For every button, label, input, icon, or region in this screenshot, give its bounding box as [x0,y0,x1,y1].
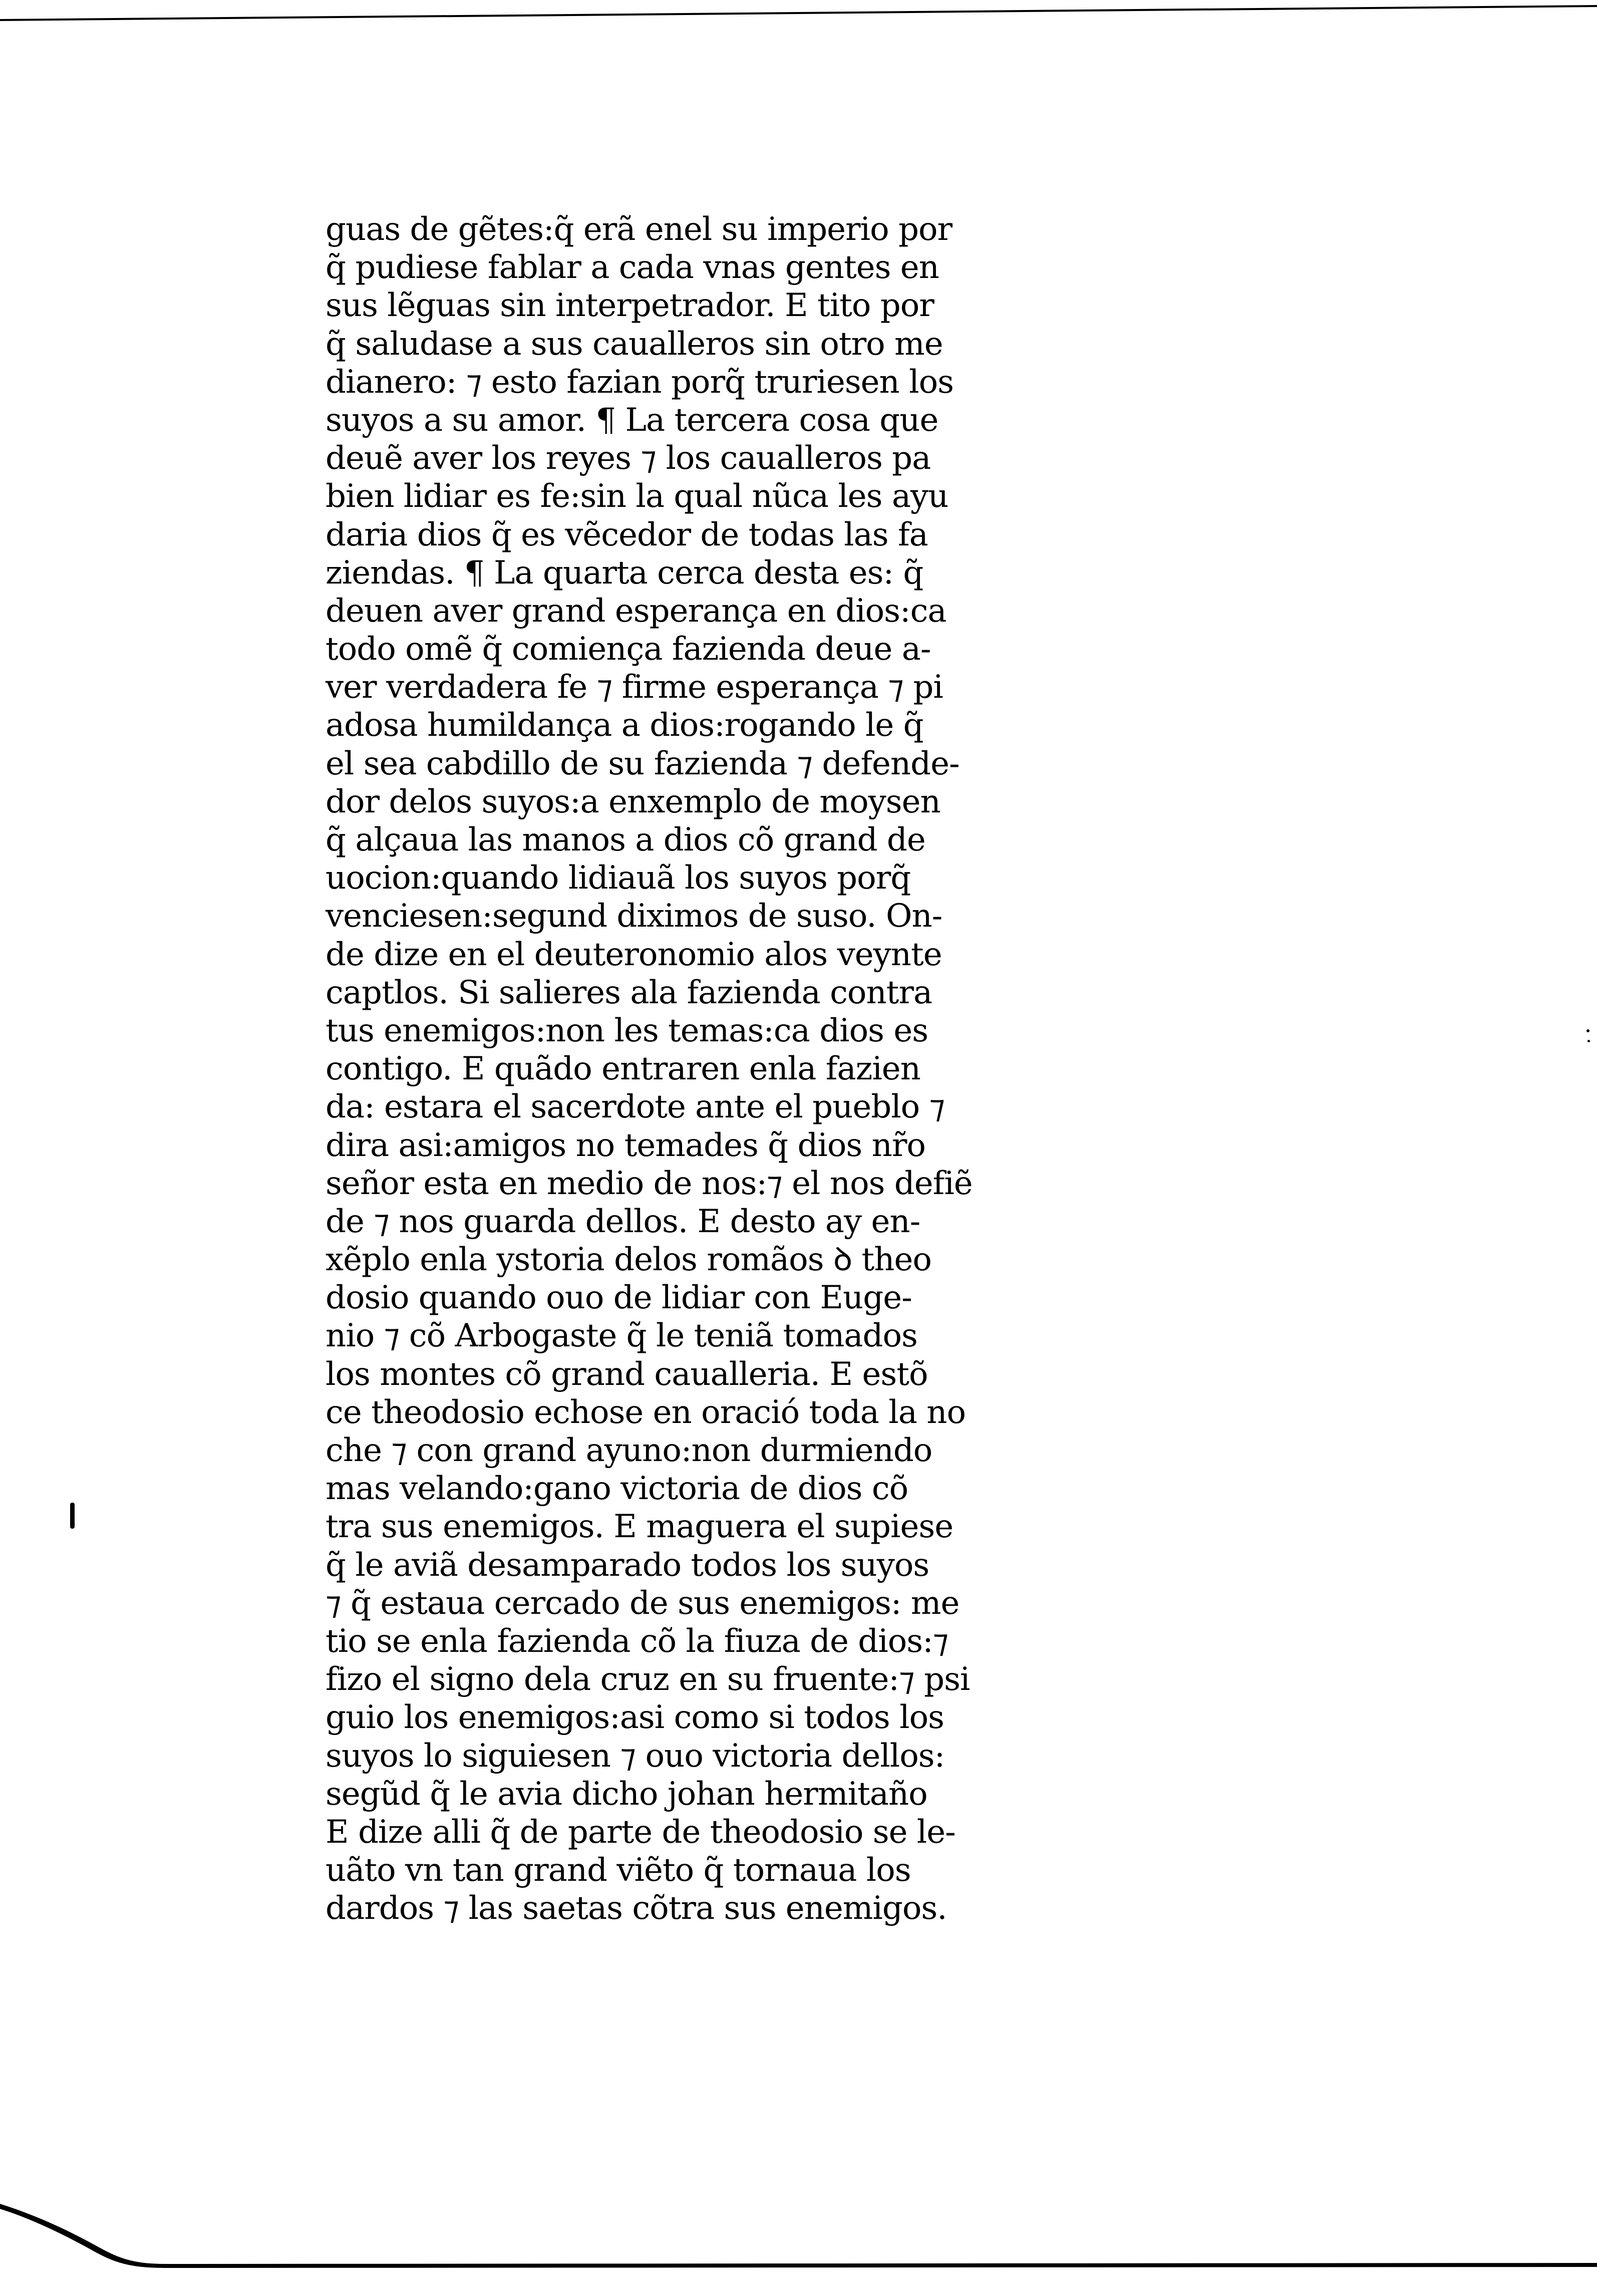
text-line: q̃ le aviã desamparado todos los suyos [326,1546,929,1584]
text-line: suyos lo siguiesen ⁊ ouo victoria dellos: [326,1737,945,1775]
text-line: de ⁊ nos guarda dellos. E desto ay en- [326,1203,920,1240]
text-line: dosio quando ouo de lidiar con Euge- [326,1279,912,1317]
bottom-page-edge [0,2189,1597,2296]
text-line: q̃ pudiese fablar a cada vnas gentes en [326,249,939,286]
text-line: guas de gẽtes:q̃ erã enel su imperio por [326,211,952,248]
text-line: guio los enemigos:asi como si todos los [326,1699,944,1737]
text-line: adosa humildança a dios:rogando le q̃ [326,707,923,744]
text-line: ⁊ q̃ estaua cercado de sus enemigos: me [326,1584,960,1622]
text-line: q̃ saludase a sus caualleros sin otro me [326,325,943,363]
text-line: deuẽ aver los reyes ⁊ los caualleros pa [326,440,931,477]
text-line: bien lidiar es fe:sin la qual nũca les ayu [326,478,948,515]
text-line: contigo. E quãdo entraren enla fazien [326,1050,920,1088]
text-line: daria dios q̃ es vẽcedor de todas las fa [326,516,928,553]
text-line: xẽplo enla ystoria delos romãos ꝺ theo [326,1241,931,1279]
text-line: ce theodosio echose en oració toda la no [326,1393,966,1431]
text-line: todo omẽ q̃ comiença fazienda deue a- [326,631,931,668]
text-line: tus enemigos:non les temas:ca dios es [326,1012,928,1049]
text-line: dira asi:amigos no temades q̃ dios nr̃o [326,1126,925,1164]
text-line: dianero: ⁊ esto fazian porq̃ truriesen los [326,363,953,401]
text-line: de dize en el deuteronomio alos veynte [326,936,942,973]
text-line: mas velando:gano victoria de dios cõ [326,1470,908,1508]
margin-speck [1586,1029,1589,1032]
text-line: E dize alli q̃ de parte de theodosio se le- [326,1813,955,1851]
margin-speck [1587,1040,1590,1042]
text-line: che ⁊ con grand ayuno:non durmiendo [326,1432,932,1469]
text-line: venciesen:segund diximos de suso. On- [326,898,942,935]
top-page-edge [0,0,1597,30]
text-line: dor delos suyos:a enxemplo de moysen [326,783,940,820]
text-line: dardos ⁊ las saetas cõtra sus enemigos. [326,1890,947,1927]
text-line: deuen aver grand esperança en dios:ca [326,592,946,630]
text-line: ver verdadera fe ⁊ firme esperança ⁊ pi [326,669,943,706]
text-line: el sea cabdillo de su fazienda ⁊ defende- [326,745,960,782]
text-line: da: estara el sacerdote ante el pueblo ⁊ [326,1088,945,1126]
margin-speck [70,1503,75,1529]
text-line: tra sus enemigos. E maguera el supiese [326,1508,953,1546]
text-line: nio ⁊ cõ Arbogaste q̃ le teniã tomados [326,1317,917,1355]
text-line: segũd q̃ le avia dicho johan hermitaño [326,1775,927,1813]
text-line: sus lẽguas sin interpetrador. E tito por [326,287,934,325]
text-line: los montes cõ grand caualleria. E estõ [326,1355,928,1393]
text-line: uocion:quando lidiauã los suyos porq̃ [326,859,911,897]
text-line: q̃ alçaua las manos a dios cõ grand de [326,821,925,858]
text-line: captlos. Si salieres ala fazienda contra [326,974,932,1011]
text-line: fizo el signo dela cruz en su fruente:⁊ psi [326,1661,970,1698]
text-line: ziendas. ¶ La quarta cerca desta es: q̃ [326,554,923,592]
text-line: señor esta en medio de nos:⁊ el nos defiẽ [326,1165,973,1202]
text-line: suyos a su amor. ¶ La tercera cosa que [326,401,938,439]
text-column [326,210,973,1927]
text-line: uãto vn tan grand viẽto q̃ tornaua los [326,1852,911,1889]
text-line: tio se enla fazienda cõ la fiuza de dios:⁊ [326,1622,948,1660]
